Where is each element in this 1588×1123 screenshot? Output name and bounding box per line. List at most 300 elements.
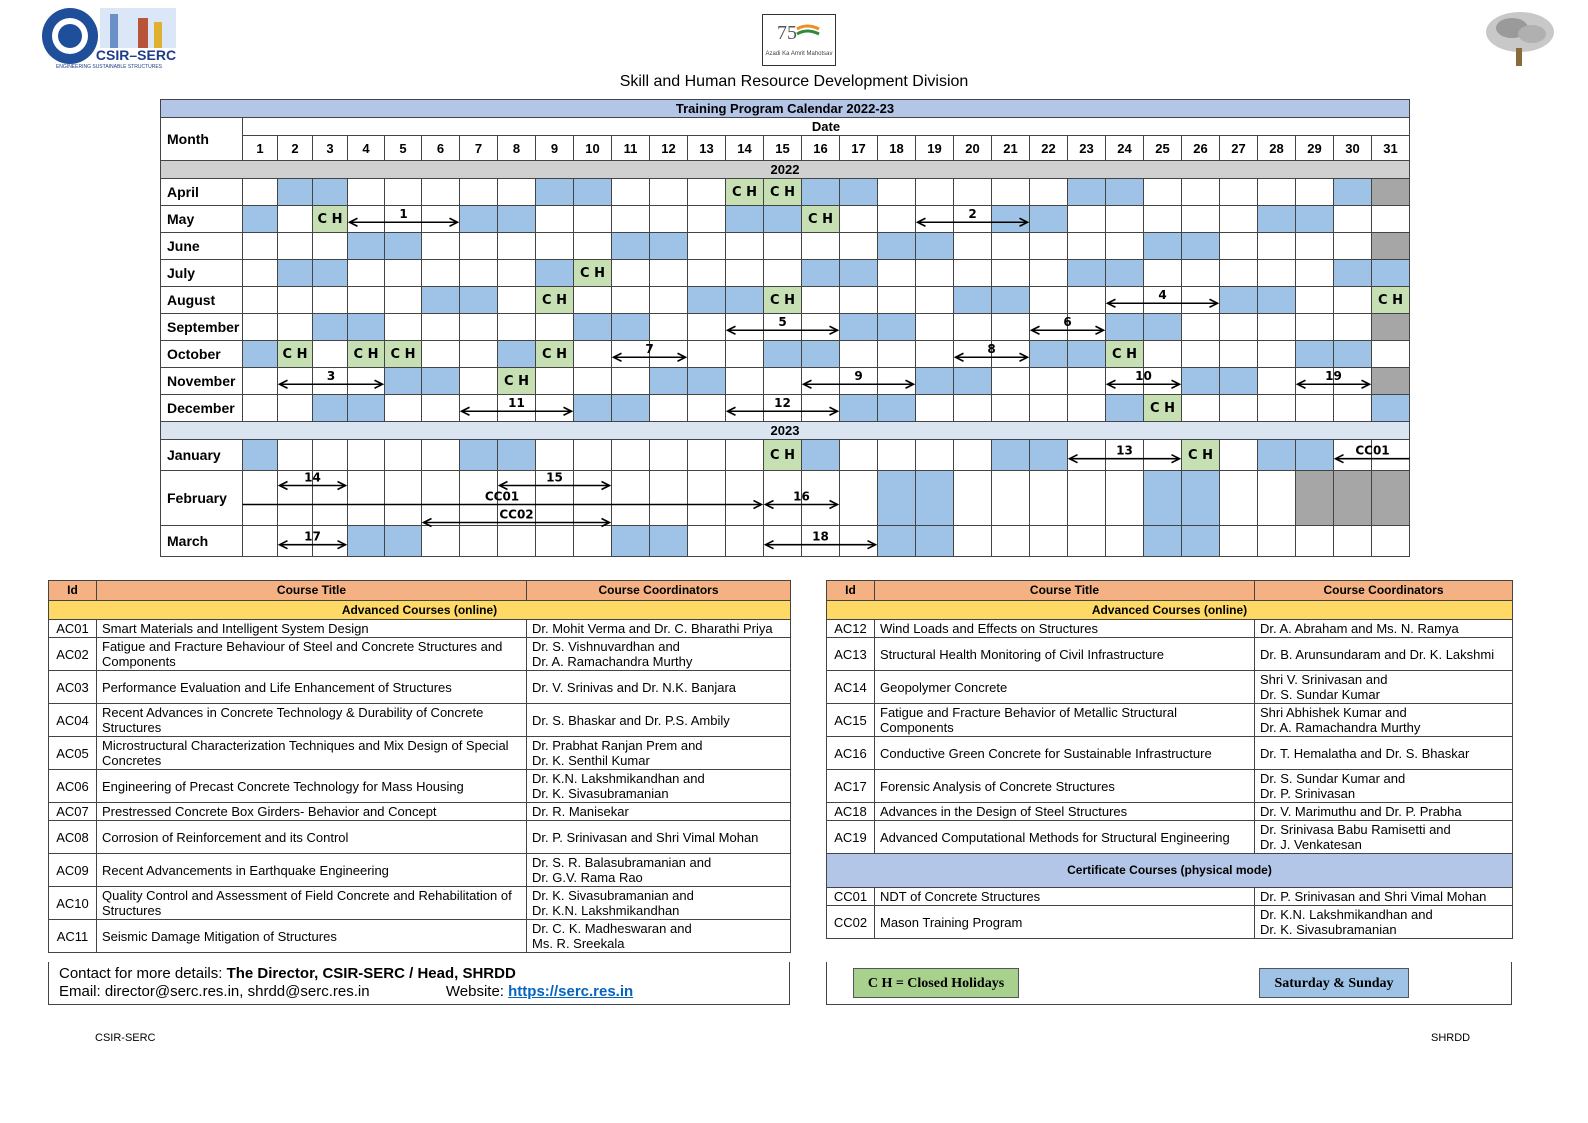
day-cell [278,368,313,395]
course-row [49,737,791,770]
day-cell [460,368,498,395]
month-row-june [161,233,1410,260]
weekend-cell [650,233,688,260]
day-cell [243,471,278,526]
day-cell [1030,179,1068,206]
weekend-cell [460,287,498,314]
day-cell [688,440,726,471]
day-number: 29 [1296,136,1334,161]
day-number: 2 [278,136,313,161]
course-id: AC05 [49,737,97,770]
weekend-cell [1182,526,1220,557]
day-cell [574,287,612,314]
day-cell [574,471,612,526]
day-cell [954,395,992,422]
span-label: 9 [854,369,863,384]
day-cell [1182,395,1220,422]
day-cell [1334,206,1372,233]
weekend-cell [1106,260,1144,287]
weekend-cell [460,440,498,471]
day-cell [1144,206,1182,233]
course-coordinators: Dr. P. Srinivasan and Shri Vimal Mohan [527,821,791,854]
day-cell [243,526,278,557]
day-cell [878,206,916,233]
day-cell [1334,233,1372,260]
weekend-cell [385,368,422,395]
day-cell [1068,206,1106,233]
weekend-cell [574,395,612,422]
section-label: Advanced Courses (online) [827,601,1513,620]
day-cell [650,287,688,314]
day-cell [574,368,612,395]
weekend-cell [1296,440,1334,471]
day-cell [1220,314,1258,341]
course-title: Structural Health Monitoring of Civil Infrastructure [875,638,1255,671]
day-cell [1296,179,1334,206]
weekend-cell [348,233,385,260]
calendar-title-row [161,100,1410,118]
day-number: 14 [726,136,764,161]
day-cell [726,526,764,557]
course-title: NDT of Concrete Structures [875,888,1255,906]
day-cell [313,287,348,314]
day-cell [278,526,313,557]
weekend-cell [1068,341,1106,368]
month-name: July [161,260,243,287]
closed-holiday-cell: C H [1182,440,1220,471]
day-cell [612,368,650,395]
weekend-cell [802,260,840,287]
day-cell [1334,287,1372,314]
day-cell [954,471,992,526]
day-cell [1030,471,1068,526]
month-row-april [161,179,1410,206]
day-number: 9 [536,136,574,161]
weekend-cell [1182,233,1220,260]
day-cell [385,206,422,233]
legend-closed-holidays: C H = Closed Holidays [853,968,1019,998]
csir-serc-logo [38,4,180,70]
closed-holiday-cell: C H [385,341,422,368]
weekend-cell [802,179,840,206]
day-cell [688,314,726,341]
weekend-cell [498,341,536,368]
day-cell [385,179,422,206]
course-row [49,638,791,671]
day-cell [348,440,385,471]
course-coordinators: Dr. V. Marimuthu and Dr. P. Prabha [1255,803,1513,821]
id-header: Id [827,581,875,601]
day-number: 15 [764,136,802,161]
day-cell [954,206,992,233]
course-row [49,671,791,704]
day-cell [1258,395,1296,422]
day-cell [385,395,422,422]
day-cell [1334,395,1372,422]
website-label: Website: [445,983,509,1000]
day-cell [422,526,460,557]
course-title: Fatigue and Fracture Behaviour of Steel and Concrete Structures and Components [97,638,527,671]
weekend-cell [313,395,348,422]
day-cell [916,314,954,341]
weekend-cell [1334,179,1372,206]
date-header: Date [243,118,1410,136]
day-cell [460,471,498,526]
course-coordinators: Dr. P. Srinivasan and Shri Vimal Mohan [1255,888,1513,906]
day-cell [612,341,650,368]
weekend-cell [916,471,954,526]
day-cell [536,395,574,422]
weekend-cell [1030,440,1068,471]
day-cell [460,179,498,206]
day-cell [1106,368,1144,395]
day-cell [278,314,313,341]
legend [826,962,1512,1005]
day-cell [992,233,1030,260]
day-cell [1068,368,1106,395]
weekend-cell [1182,368,1220,395]
course-id: AC11 [49,920,97,953]
span-label: CC02 [499,507,534,522]
day-cell [422,314,460,341]
day-cell [313,471,348,526]
weekend-cell [612,395,650,422]
month-name: October [161,341,243,368]
day-cell [726,260,764,287]
day-cell [1258,233,1296,260]
weekend-cell [1106,314,1144,341]
weekend-cell [348,526,385,557]
weekend-cell [574,314,612,341]
section-row [827,854,1513,888]
website-link[interactable]: https://serc.res.in [508,983,634,1000]
day-cell [1334,440,1372,471]
column-header-row [827,581,1513,601]
weekend-cell [278,260,313,287]
day-cell [1220,440,1258,471]
day-cell [688,206,726,233]
closed-holiday-cell: C H [278,341,313,368]
course-row [827,821,1513,854]
day-cell [688,260,726,287]
day-cell [243,260,278,287]
course-id: AC17 [827,770,875,803]
day-cell [1372,440,1410,471]
day-cell [385,314,422,341]
day-cell [574,440,612,471]
span-label: 16 [793,489,810,504]
day-cell [536,314,574,341]
day-cell [348,206,385,233]
day-cell [726,341,764,368]
weekend-cell [764,341,802,368]
weekend-cell [385,526,422,557]
day-number: 17 [840,136,878,161]
day-cell [916,260,954,287]
day-cell [612,260,650,287]
span-label: 4 [1158,288,1167,303]
day-cell [612,287,650,314]
day-cell [422,341,460,368]
day-cell [878,440,916,471]
month-row-december [161,395,1410,422]
day-cell [650,440,688,471]
course-coordinators: Dr. K. Sivasubramanian and Dr. K.N. Lakshmikandhan [527,887,791,920]
weekend-cell [878,526,916,557]
day-number: 26 [1182,136,1220,161]
day-cell [992,471,1030,526]
closed-holiday-cell: C H [498,368,536,395]
span-label: 10 [1135,369,1152,384]
day-cell [422,179,460,206]
month-name: September [161,314,243,341]
day-cell [954,440,992,471]
footer-right: SHRDD [1431,1032,1471,1044]
contact-email: Email: director@serc.res.in, shrdd@serc.res.in [59,983,370,1000]
day-cell [802,368,840,395]
day-cell [243,287,278,314]
closed-holiday-cell: C H [764,440,802,471]
year-label: 2023 [161,422,1410,440]
day-cell [460,233,498,260]
course-id: AC08 [49,821,97,854]
day-number: 27 [1220,136,1258,161]
day-cell [574,233,612,260]
day-number: 16 [802,136,840,161]
course-id: CC02 [827,906,875,939]
day-cell [840,526,878,557]
day-cell [498,179,536,206]
weekend-cell [878,314,916,341]
weekend-cell [992,206,1030,233]
invalid-day-cell [1372,233,1410,260]
day-cell [243,314,278,341]
weekend-cell [1182,471,1220,526]
course-title: Recent Advancements in Earthquake Engineering [97,854,527,887]
day-cell [460,341,498,368]
weekend-cell [688,287,726,314]
day-cell [764,260,802,287]
course-coordinators: Dr. S. R. Balasubramanian and Dr. G.V. Rama Rao [527,854,791,887]
day-cell [688,526,726,557]
course-coordinators: Dr. S. Vishnuvardhan and Dr. A. Ramachandra Murthy [527,638,791,671]
day-number: 25 [1144,136,1182,161]
day-cell [1334,526,1372,557]
course-title: Advances in the Design of Steel Structures [875,803,1255,821]
day-cell [243,368,278,395]
course-coordinators: Dr. R. Manisekar [527,803,791,821]
day-cell [498,471,536,526]
day-cell [688,471,726,526]
day-cell [916,287,954,314]
weekend-cell [650,368,688,395]
day-cell [536,206,574,233]
course-row [827,704,1513,737]
day-cell [1220,179,1258,206]
span-label: 7 [645,342,654,357]
weekend-cell [348,314,385,341]
closed-holiday-cell: C H [313,206,348,233]
day-cell [1144,260,1182,287]
course-coordinators: Dr. C. K. Madheswaran and Ms. R. Sreekala [527,920,791,953]
day-cell [650,341,688,368]
weekend-cell [313,179,348,206]
month-row-july [161,260,1410,287]
day-cell [460,314,498,341]
day-cell [1106,287,1144,314]
day-cell [1030,314,1068,341]
weekend-cell [764,206,802,233]
day-cell [688,233,726,260]
course-id: AC16 [827,737,875,770]
course-id: CC01 [827,888,875,906]
day-cell [954,314,992,341]
weekend-cell [498,440,536,471]
day-cell [1334,314,1372,341]
svg-text:75: 75 [777,22,797,44]
course-title: Advanced Computational Methods for Structural Engineering [875,821,1255,854]
day-cell [385,287,422,314]
column-header-row [49,581,791,601]
closed-holiday-cell: C H [764,179,802,206]
day-cell [1220,526,1258,557]
day-cell [1068,314,1106,341]
month-name: January [161,440,243,471]
title-header: Course Title [875,581,1255,601]
day-cell [536,526,574,557]
weekend-cell [574,179,612,206]
day-cell [1144,341,1182,368]
course-id: AC13 [827,638,875,671]
year-row-2023 [161,422,1410,440]
weekend-cell [1258,440,1296,471]
course-title: Forensic Analysis of Concrete Structures [875,770,1255,803]
azadi-ka-amrit-mahotsav-logo [762,14,836,66]
contact-prefix: Contact for more details: [59,965,227,982]
weekend-cell [878,395,916,422]
advanced-courses-table-left [48,580,791,953]
month-name: April [161,179,243,206]
day-cell [878,341,916,368]
closed-holiday-cell: C H [764,287,802,314]
day-cell [1030,233,1068,260]
day-cell [650,260,688,287]
weekend-cell [1296,341,1334,368]
day-number: 8 [498,136,536,161]
day-cell [878,368,916,395]
day-cell [348,368,385,395]
calendar-title: Training Program Calendar 2022-23 [161,100,1410,118]
weekend-cell [498,206,536,233]
contact-who: The Director, CSIR-SERC / Head, SHRDD [226,965,516,982]
month-name: December [161,395,243,422]
day-cell [992,260,1030,287]
closed-holiday-cell: C H [574,260,612,287]
span-label: 2 [968,207,977,222]
day-number: 20 [954,136,992,161]
day-cell [348,287,385,314]
day-cell [1220,471,1258,526]
weekend-cell [650,526,688,557]
span-label: CC01 [484,489,520,504]
contact-details [48,962,790,1005]
section-label: Advanced Courses (online) [49,601,791,620]
day-cell [536,440,574,471]
day-number: 4 [348,136,385,161]
closed-holiday-cell: C H [1106,341,1144,368]
weekend-cell [916,368,954,395]
day-cell [650,206,688,233]
day-cell [313,341,348,368]
year-row-2022 [161,161,1410,179]
day-number: 31 [1372,136,1410,161]
weekend-cell [1372,395,1410,422]
day-cell [313,368,348,395]
month-row-may [161,206,1410,233]
day-cell [1182,287,1220,314]
course-coordinators: Dr. K.N. Lakshmikandhan and Dr. K. Sivasubramanian [1255,906,1513,939]
logo-tagline: ENGINEERING SUSTAINABLE STRUCTURES [55,64,163,70]
weekend-cell [243,206,278,233]
day-cell [688,341,726,368]
day-cell [1334,368,1372,395]
day-cell [1144,287,1182,314]
course-title: Geopolymer Concrete [875,671,1255,704]
day-cell [764,233,802,260]
span-label: 11 [508,396,525,411]
day-cell [878,260,916,287]
weekend-cell [802,341,840,368]
course-title: Conductive Green Concrete for Sustainable Infrastructure [875,737,1255,770]
course-id: AC04 [49,704,97,737]
closed-holiday-cell: C H [536,341,574,368]
year-label: 2022 [161,161,1410,179]
day-cell [1258,314,1296,341]
invalid-day-cell [1372,314,1410,341]
day-cell [1030,287,1068,314]
weekend-cell [313,314,348,341]
course-title: Mason Training Program [875,906,1255,939]
footer-left: CSIR-SERC [95,1032,156,1044]
weekend-cell [954,287,992,314]
invalid-day-cell [1334,471,1372,526]
day-cell [612,440,650,471]
weekend-cell [840,395,878,422]
day-cell [348,471,385,526]
day-cell [650,471,688,526]
day-cell [916,341,954,368]
day-number: 10 [574,136,612,161]
invalid-day-cell [1372,368,1410,395]
day-number: 28 [1258,136,1296,161]
month-name: August [161,287,243,314]
day-cell [840,206,878,233]
day-cell [1068,440,1106,471]
course-coordinators: Shri V. Srinivasan and Dr. S. Sundar Kumar [1255,671,1513,704]
weekend-cell [278,179,313,206]
weekend-cell [348,395,385,422]
span-label: 19 [1325,369,1342,384]
course-title: Performance Evaluation and Life Enhancement of Structures [97,671,527,704]
invalid-day-cell [1296,471,1334,526]
weekend-cell [243,341,278,368]
day-cell [840,341,878,368]
weekend-cell [726,206,764,233]
day-cell [1258,368,1296,395]
course-row [827,906,1513,939]
day-cell [878,287,916,314]
day-cell [1220,341,1258,368]
